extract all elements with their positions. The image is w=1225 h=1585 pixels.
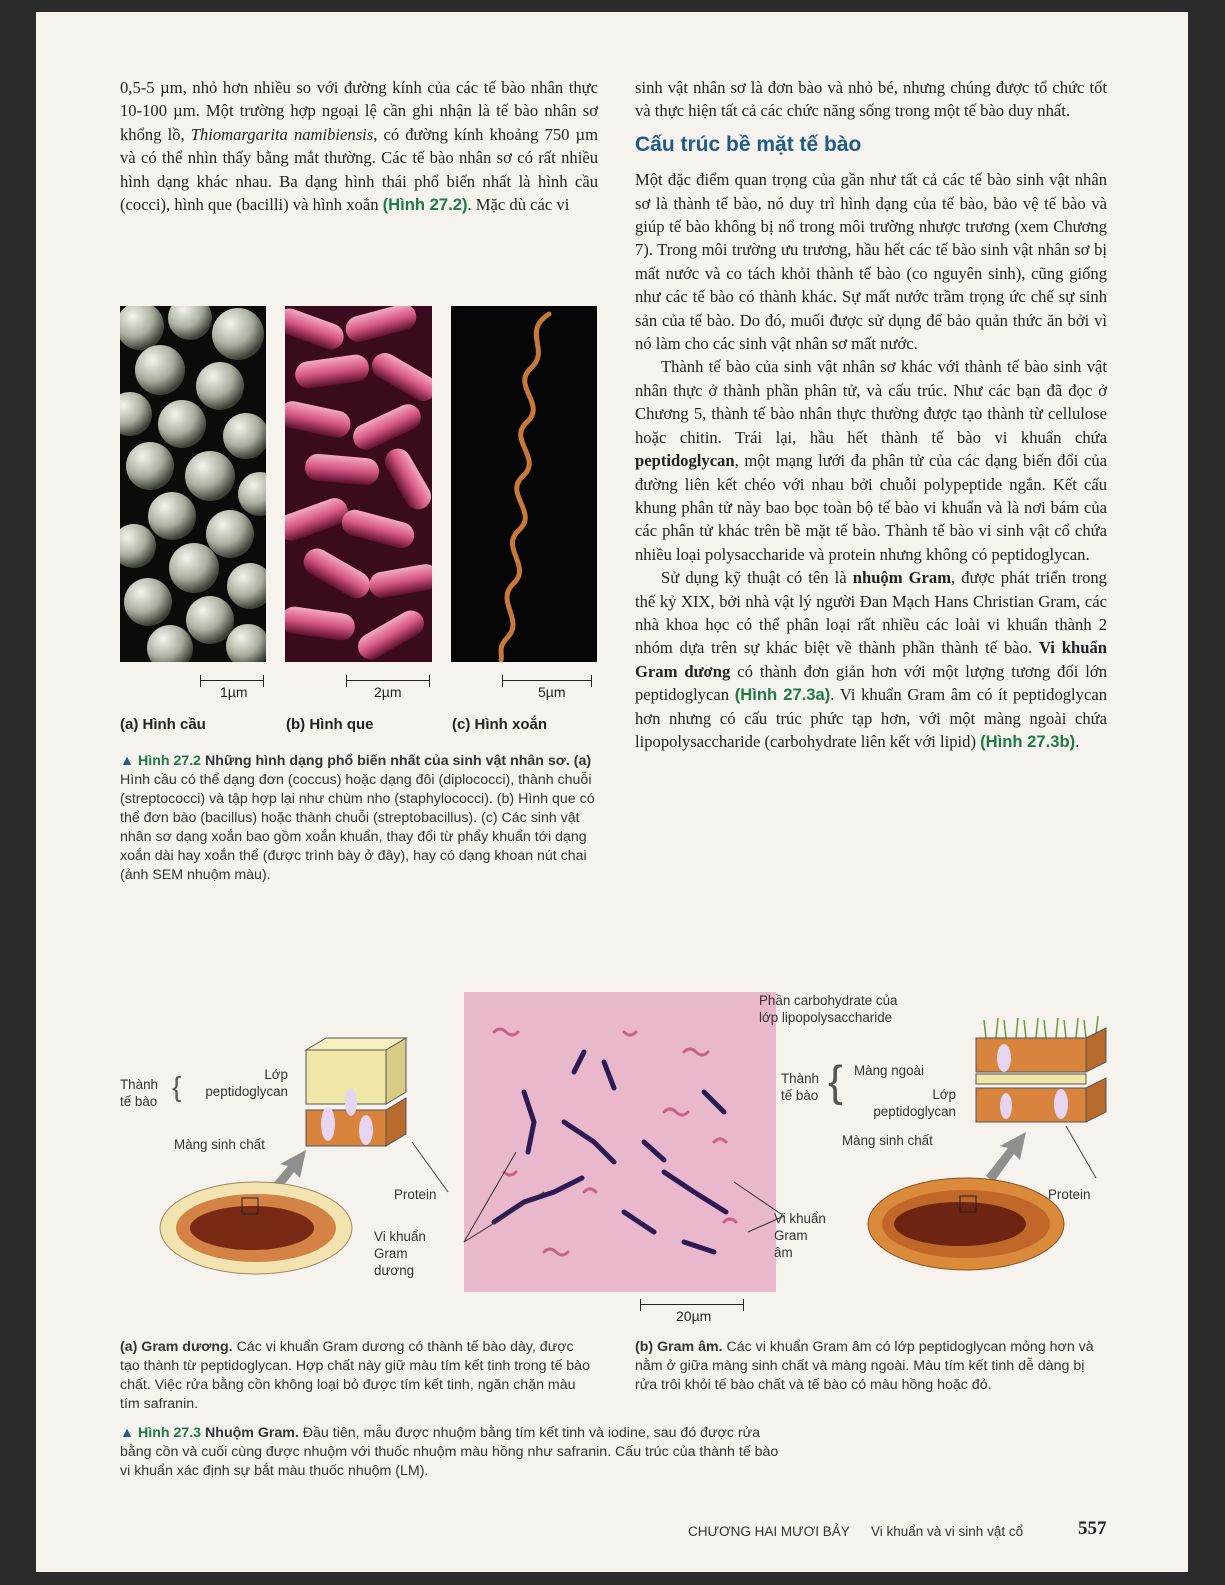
gram-negative-label: Vi khuẩn Gram âm <box>774 1211 826 1260</box>
cell-wall-label-neg: Thành tế bào <box>781 1071 819 1103</box>
outer-membrane-label: Màng ngoài <box>854 1063 924 1078</box>
page-number: 557 <box>1078 1518 1107 1539</box>
scale-bar-b: 2µm <box>346 674 432 694</box>
triangle-icon: ▲ <box>120 753 135 769</box>
section-heading: Cấu trúc bề mặt tế bào <box>635 132 862 156</box>
bacilli-photo <box>285 306 432 662</box>
brace-icon: { <box>172 1071 182 1102</box>
paragraph: Sử dụng kỹ thuật có tên là nhuộm Gram, được phát triển trong thế kỷ XIX, bởi nhà vật lý người Đan Mạch Hans Christian Gram, các nhà khoa học có thể phân loại rất nhiều các loài vi khuẩn thành 2 nhóm dựa trên sự khác biệt về thành phần thành tế bào. Vi khuẩn Gram dương có thành đơn giản hơn với một lượng tương đối lớn peptidoglycan (Hình 27.3a). Vi khuẩn Gram âm có ít peptidoglycan hơn nhưng có cấu trúc phức tạp hơn, với một màng ngoài chứa lipopolysaccharide (carbohydrate liên kết với lipid) (Hình 27.3b). <box>635 568 1107 751</box>
figure-27-3-caption: ▲ Hình 27.3 Nhuộm Gram. Đầu tiên, mẫu được nhuộm bằng tím kết tinh và iodine, sau đó được rửa bằng cồn và cuối cùng được nhuộm với thuốc nhuộm màu hồng như safranin. Cấu trúc của thành tế bào vi khuẩn xác định sự bắt màu thuốc nhuộm (LM). <box>120 1425 779 1479</box>
paragraph: sinh vật nhân sơ là đơn bào và nhỏ bé, nhưng chúng được tổ chức tốt và thực hiện tất cả các chức năng sống trong một tế bào duy nhất. <box>635 78 1107 121</box>
protein-label-neg: Protein <box>1048 1187 1091 1202</box>
peptidoglycan-label: Lớp peptidoglycan <box>205 1067 288 1099</box>
figure-ref[interactable]: (Hình 27.3b) <box>980 731 1076 751</box>
cocci-photo <box>120 306 266 662</box>
scale-bar-c: 5µm <box>502 674 598 694</box>
right-column-text <box>635 76 1107 753</box>
sublabel-c: (c) Hình xoắn <box>452 716 548 733</box>
caption-gram-negative: (b) Gram âm. Các vi khuẩn Gram âm có lớp peptidoglycan mỏng hơn và nằm ở giữa màng sinh chất và màng ngoài. Màu tím kết tinh dễ dàng bị rửa trôi khỏi tế bào chất và tế bào có màu hồng hoặc đỏ. <box>635 1339 1094 1393</box>
sublabel-a: (a) Hình cầu <box>120 716 206 733</box>
paragraph: 0,5-5 µm, nhỏ hơn nhiều so với đường kính của các tế bào nhân thực 10-100 µm. Một trường hợp ngoại lệ cần ghi nhận là tế bào nhân sơ khổng lồ, Thiomargarita namibiensis, có đường kính khoảng 750 µm và có thể nhìn thấy bằng mắt thường. Các tế bào nhân sơ có rất nhiều hình dạng khác nhau. Ba dạng hình thái phổ biến nhất là hình cầu (cocci), hình que (bacilli) và hình xoắn (Hình 27.2). Mặc dù các vi <box>120 78 598 215</box>
scale-bar-20um: 20µm <box>640 1298 746 1318</box>
brace-icon: { <box>828 1057 843 1106</box>
figure-ref[interactable]: (Hình 27.2) <box>382 195 468 215</box>
footer-chapter: CHƯƠNG HAI MƯƠI BẢY <box>688 1524 850 1539</box>
peptidoglycan-label-neg: Lớp peptidoglycan <box>873 1087 956 1119</box>
caption-gram-positive: (a) Gram dương. Các vi khuẩn Gram dương có thành tế bào dày, được tạo thành từ peptidoglycan. Hợp chất này giữ màu tím kết tinh trong tế bào chất. Việc rửa bằng cồn không loại bỏ được tím kết tinh, ngăn chặn màu tím safranin. <box>120 1339 590 1412</box>
leader-lines <box>464 1032 784 1292</box>
spirochete-photo <box>451 306 597 662</box>
page <box>36 12 1188 1572</box>
figure-ref[interactable]: (Hình 27.3a) <box>734 685 831 705</box>
plasma-membrane-label: Màng sinh chất <box>174 1137 265 1152</box>
plasma-membrane-label-neg: Màng sinh chất <box>842 1133 933 1148</box>
paragraph: Một đặc điểm quan trọng của gần như tất cả các tế bào sinh vật nhân sơ là thành tế bào, nó duy trì hình dạng của tế bào, bảo vệ tế bào và giúp tế bào không bị nổ trong môi trường nhược trương (xem Chương 7). Trong môi trường ưu trương, hầu hết các tế bào sinh vật nhân sơ bị mất nước và co tách khỏi thành tế bào (co nguyên sinh), cũng giống như các tế bào có thành khác. Sự mất nước trầm trọng ức chế sự sinh sản của tế bào. Do đó, muối được sử dụng để bảo quản thức ăn bởi vì nó làm cho các sinh vật nhân sơ mất nước. <box>635 170 1107 354</box>
gram-positive-label: Vi khuẩn Gram dương <box>374 1229 426 1278</box>
left-column-text <box>120 76 598 216</box>
protein-label: Protein <box>394 1187 437 1202</box>
triangle-icon: ▲ <box>120 1425 135 1441</box>
footer-title: Vi khuẩn và vi sinh vật cổ <box>871 1524 1024 1539</box>
scale-bar-a: 1µm <box>200 674 270 694</box>
sublabel-b: (b) Hình que <box>286 716 374 733</box>
cell-wall-label: Thành tế bào <box>120 1077 158 1109</box>
carbohydrate-label: Phần carbohydrate của lớp lipopolysaccharide <box>759 993 898 1025</box>
paragraph: Thành tế bào của sinh vật nhân sơ khác với thành tế bào sinh vật nhân thực ở thành phần phân tử, và cấu trúc. Như các bạn đã đọc ở Chương 5, thành tế bào nhân thực thường được tạo thành từ cellulose hoặc chitin. Trái lại, hầu hết thành tế bào vi khuẩn chứa peptidoglycan, một mạng lưới đa phân tử của các dạng biến đổi của đường liên kết chéo với nhau bởi chuỗi polypeptide ngắn. Kết cấu khung phân tử này bao bọc toàn bộ tế bào vi khuẩn và là nơi bám của các phân tử khác trên bề mặt tế bào. Thành tế bào vi sinh vật cổ chứa nhiều loại polysaccharide và protein nhưng không có peptidoglycan. <box>635 357 1107 564</box>
figure-27-2-caption: ▲ Hình 27.2 Những hình dạng phổ biến nhất của sinh vật nhân sơ. (a) Hình cầu có thể dạng đơn (coccus) hoặc dạng đôi (diplococci), thành chuỗi (streptococci) và tập hợp lại như chùm nho (staphylococci). (b) Hình que có thể đơn bào (bacillus) hoặc thành chuỗi (streptobacillus). (c) Các sinh vật nhân sơ dạng xoắn bao gồm xoắn khuẩn, thay đổi từ phẩy khuẩn tới dạng xoắn dài hay xoắn thể (được trình bày ở đây), hay có dạng khoan nút chai (ảnh SEM nhuộm màu). <box>120 753 595 883</box>
